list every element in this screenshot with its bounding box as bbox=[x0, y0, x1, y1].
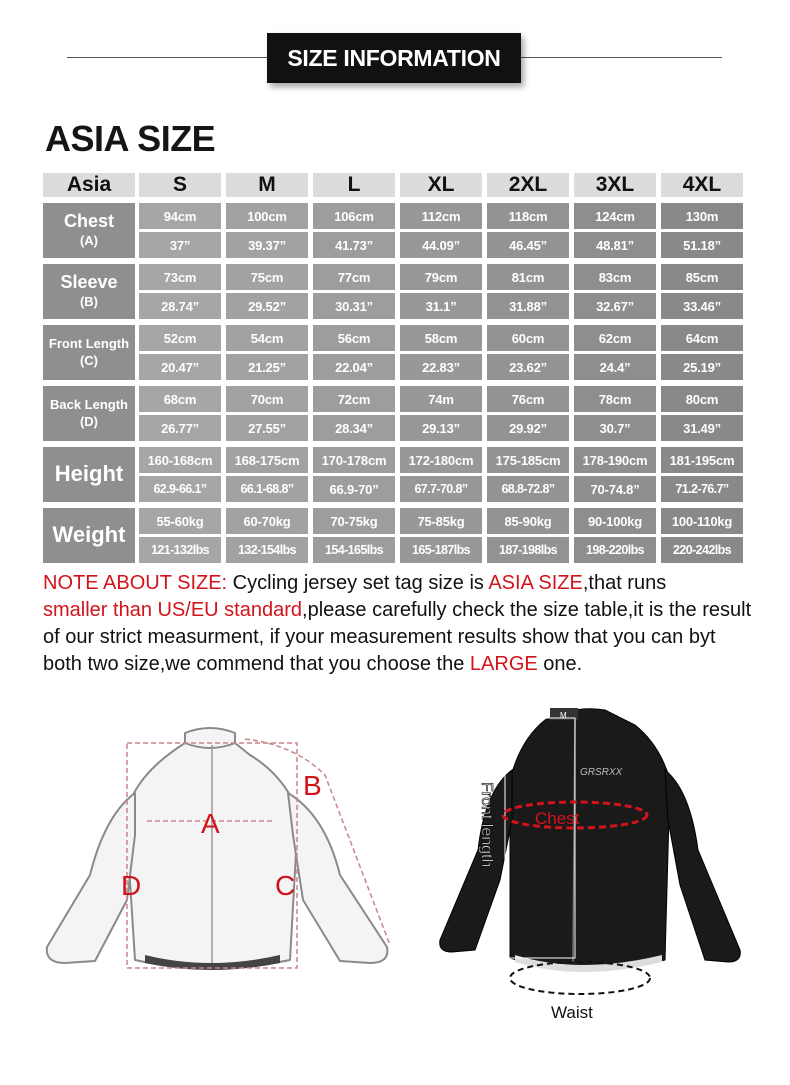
measure-value: 22.83” bbox=[400, 354, 482, 380]
measure-value: 106cm bbox=[313, 203, 395, 229]
note-text: one. bbox=[537, 653, 583, 675]
measure-value: 175-185cm bbox=[487, 447, 569, 473]
note-asia-size: ASIA SIZE bbox=[488, 572, 583, 594]
measure-label bbox=[43, 325, 135, 380]
size-table-header bbox=[43, 173, 745, 197]
measure-row bbox=[139, 325, 743, 351]
brand-text: GRSRXX bbox=[580, 767, 623, 778]
measure-value: 55-60kg bbox=[139, 508, 221, 534]
note-large: LARGE bbox=[469, 653, 538, 675]
header-size: M bbox=[226, 173, 308, 197]
measure-value: 85cm bbox=[661, 264, 743, 290]
measure-value: 31.49” bbox=[661, 415, 743, 441]
title-rule-right bbox=[521, 57, 722, 58]
measure-value: 44.09” bbox=[400, 232, 482, 258]
size-table-body bbox=[43, 203, 745, 563]
size-table bbox=[43, 173, 745, 569]
measure-code: (B) bbox=[79, 294, 99, 310]
measure-value: 30.31” bbox=[313, 293, 395, 319]
label-c: C bbox=[275, 870, 296, 901]
measure-value: 48.81” bbox=[574, 232, 656, 258]
measure-value: 28.34” bbox=[313, 415, 395, 441]
measure-value: 75-85kg bbox=[400, 508, 482, 534]
measure-row bbox=[139, 537, 743, 563]
measure-value: 23.62” bbox=[487, 354, 569, 380]
measure-value: 52cm bbox=[139, 325, 221, 351]
measure-value: 27.55” bbox=[226, 415, 308, 441]
measure-value: 60-70kg bbox=[226, 508, 308, 534]
measure-value: 22.04” bbox=[313, 354, 395, 380]
note-smaller: smaller than US/EU standard bbox=[43, 599, 303, 621]
measure-value: 74m bbox=[400, 386, 482, 412]
measure-value: 71.2-76.7” bbox=[661, 476, 743, 502]
measure-value: 26.77” bbox=[139, 415, 221, 441]
measure-value: 112cm bbox=[400, 203, 482, 229]
header-size: 2XL bbox=[487, 173, 569, 197]
front-length-label: Front length bbox=[478, 782, 495, 868]
measure-value: 56cm bbox=[313, 325, 395, 351]
jersey-body-icon bbox=[510, 709, 670, 970]
measure-value: 51.18” bbox=[661, 232, 743, 258]
measure-value: 39.37” bbox=[226, 232, 308, 258]
measure-value: 62.9-66.1” bbox=[139, 476, 221, 502]
measure-value: 68cm bbox=[139, 386, 221, 412]
measure-value: 66.1-68.8” bbox=[226, 476, 308, 502]
label-a: A bbox=[201, 808, 220, 839]
measure-value: 62cm bbox=[574, 325, 656, 351]
measure-value: 25.19” bbox=[661, 354, 743, 380]
measure-value: 76cm bbox=[487, 386, 569, 412]
measure-row bbox=[139, 508, 743, 534]
measure-row bbox=[139, 415, 743, 441]
measure-value: 67.7-70.8” bbox=[400, 476, 482, 502]
measure-row bbox=[139, 354, 743, 380]
measure-value: 70cm bbox=[226, 386, 308, 412]
header-size: L bbox=[313, 173, 395, 197]
size-note bbox=[43, 570, 753, 678]
measure-name: Chest bbox=[63, 211, 114, 232]
measure-value: 29.52” bbox=[226, 293, 308, 319]
measure-row bbox=[139, 203, 743, 229]
measure-value: 154-165lbs bbox=[313, 537, 395, 563]
note-text: ,that runs bbox=[582, 572, 667, 594]
measure-group bbox=[43, 447, 745, 502]
measure-value: 46.45” bbox=[487, 232, 569, 258]
measure-value: 100cm bbox=[226, 203, 308, 229]
label-d: D bbox=[121, 870, 142, 901]
measure-group bbox=[43, 325, 745, 380]
measure-value: 41.73” bbox=[313, 232, 395, 258]
measure-row bbox=[139, 232, 743, 258]
jersey-photo bbox=[430, 700, 760, 1030]
chest-label: Chest bbox=[535, 809, 580, 828]
measure-name: Back Length bbox=[49, 397, 128, 413]
header-size: S bbox=[139, 173, 221, 197]
measure-code: (A) bbox=[79, 233, 99, 249]
measure-value: 66.9-70” bbox=[313, 476, 395, 502]
measure-value: 85-90kg bbox=[487, 508, 569, 534]
measure-value: 28.74” bbox=[139, 293, 221, 319]
measure-value: 64cm bbox=[661, 325, 743, 351]
measure-row bbox=[139, 293, 743, 319]
measure-value: 220-242lbs bbox=[661, 537, 743, 563]
jersey-left-sleeve-icon bbox=[440, 770, 512, 952]
measure-group bbox=[43, 386, 745, 441]
measure-value: 68.8-72.8” bbox=[487, 476, 569, 502]
waist-label: Waist bbox=[551, 1003, 593, 1022]
measure-label bbox=[43, 447, 135, 502]
measure-value: 100-110kg bbox=[661, 508, 743, 534]
measure-value: 29.13” bbox=[400, 415, 482, 441]
measure-label bbox=[43, 508, 135, 563]
jersey-right-sleeve-icon bbox=[665, 770, 740, 962]
measure-value: 168-175cm bbox=[226, 447, 308, 473]
note-heading: NOTE ABOUT SIZE: bbox=[43, 572, 228, 594]
note-text: Cycling jersey set tag size is bbox=[227, 572, 489, 594]
header-region: Asia bbox=[43, 173, 135, 197]
title-rule-left bbox=[67, 57, 267, 58]
measure-value: 54cm bbox=[226, 325, 308, 351]
measure-value: 81cm bbox=[487, 264, 569, 290]
measure-value: 20.47” bbox=[139, 354, 221, 380]
measure-value: 160-168cm bbox=[139, 447, 221, 473]
measure-label bbox=[43, 264, 135, 319]
measure-value: 70-75kg bbox=[313, 508, 395, 534]
note-text: ,please carefully check the size table,it is the result of our strict measurment, if your measurement results show that you can byt both two size,we commend that you choose the bbox=[43, 599, 752, 675]
measure-value: 172-180cm bbox=[400, 447, 482, 473]
measure-code: (D) bbox=[79, 413, 99, 429]
measure-value: 80cm bbox=[661, 386, 743, 412]
measure-group bbox=[43, 203, 745, 258]
measure-value: 90-100kg bbox=[574, 508, 656, 534]
header-size: XL bbox=[400, 173, 482, 197]
measure-row bbox=[139, 386, 743, 412]
measure-value: 78cm bbox=[574, 386, 656, 412]
measure-value: 132-154lbs bbox=[226, 537, 308, 563]
measure-name: Height bbox=[54, 461, 124, 487]
measure-value: 32.67” bbox=[574, 293, 656, 319]
measure-value: 181-195cm bbox=[661, 447, 743, 473]
measure-value: 31.1” bbox=[400, 293, 482, 319]
measure-value: 94cm bbox=[139, 203, 221, 229]
measure-value: 178-190cm bbox=[574, 447, 656, 473]
measure-value: 198-220lbs bbox=[574, 537, 656, 563]
measure-code: (C) bbox=[79, 352, 99, 368]
measure-value: 30.7” bbox=[574, 415, 656, 441]
measure-label bbox=[43, 386, 135, 441]
measure-value: 118cm bbox=[487, 203, 569, 229]
right-sleeve-icon bbox=[288, 793, 387, 963]
measure-label bbox=[43, 203, 135, 258]
size-tag: M bbox=[560, 711, 567, 720]
size-information-banner: SIZE INFORMATION bbox=[267, 33, 521, 83]
measure-value: 72cm bbox=[313, 386, 395, 412]
measure-value: 130m bbox=[661, 203, 743, 229]
measure-value: 121-132lbs bbox=[139, 537, 221, 563]
measure-value: 170-178cm bbox=[313, 447, 395, 473]
label-b: B bbox=[303, 770, 322, 801]
measure-name: Front Length bbox=[48, 336, 130, 352]
measure-group bbox=[43, 264, 745, 319]
measure-value: 37” bbox=[139, 232, 221, 258]
measure-value: 73cm bbox=[139, 264, 221, 290]
measure-value: 33.46” bbox=[661, 293, 743, 319]
measure-value: 77cm bbox=[313, 264, 395, 290]
measure-row bbox=[139, 264, 743, 290]
measure-value: 70-74.8” bbox=[574, 476, 656, 502]
jersey-measurement-diagram bbox=[35, 715, 405, 995]
measure-value: 58cm bbox=[400, 325, 482, 351]
measure-value: 21.25” bbox=[226, 354, 308, 380]
header-size: 4XL bbox=[661, 173, 743, 197]
measure-value: 29.92” bbox=[487, 415, 569, 441]
measure-value: 165-187lbs bbox=[400, 537, 482, 563]
measure-group bbox=[43, 508, 745, 563]
measure-value: 83cm bbox=[574, 264, 656, 290]
measure-value: 124cm bbox=[574, 203, 656, 229]
measure-value: 75cm bbox=[226, 264, 308, 290]
measure-row bbox=[139, 447, 743, 473]
measure-name: Sleeve bbox=[60, 272, 118, 293]
measure-row bbox=[139, 476, 743, 502]
header-size: 3XL bbox=[574, 173, 656, 197]
measure-value: 60cm bbox=[487, 325, 569, 351]
measure-value: 187-198lbs bbox=[487, 537, 569, 563]
measure-value: 31.88” bbox=[487, 293, 569, 319]
asia-size-title: ASIA SIZE bbox=[45, 118, 216, 159]
measure-name: Weight bbox=[52, 522, 126, 548]
measure-value: 79cm bbox=[400, 264, 482, 290]
measure-value: 24.4” bbox=[574, 354, 656, 380]
